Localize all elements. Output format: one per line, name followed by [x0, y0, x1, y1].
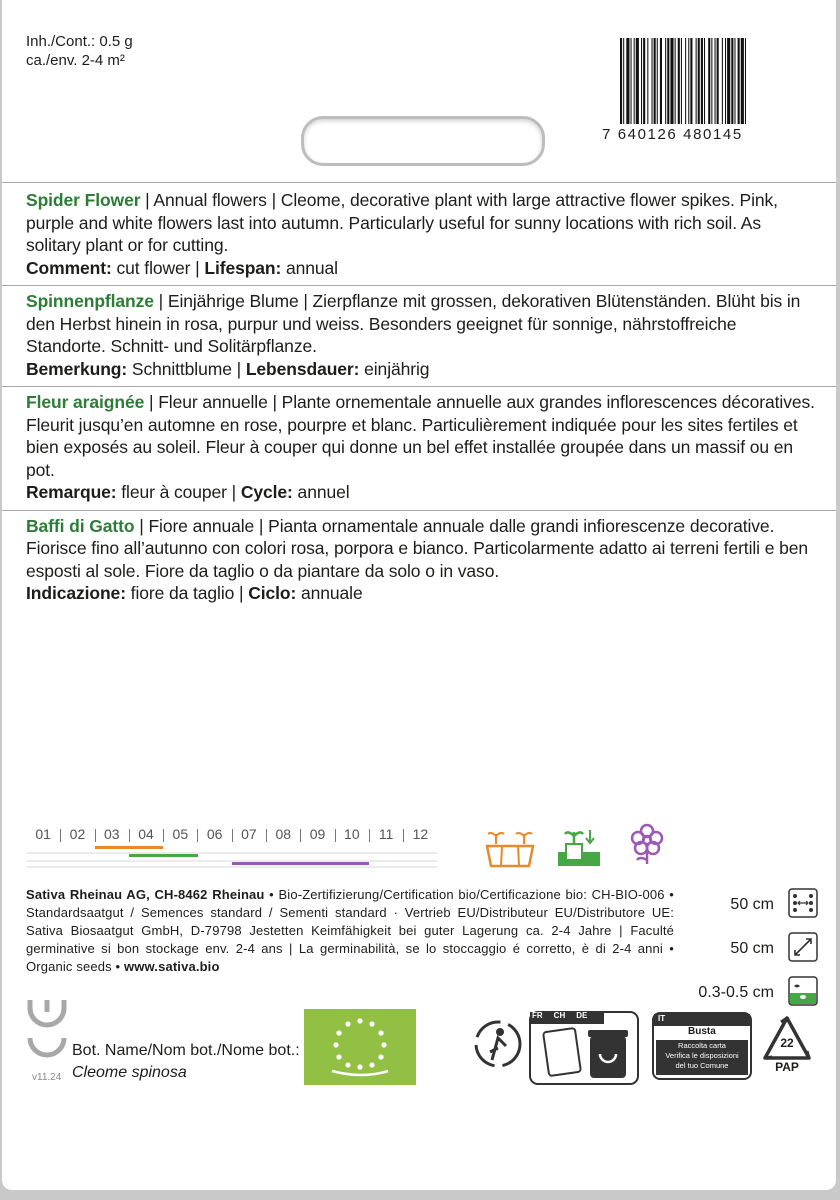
it-line: Raccolta carta — [678, 1041, 726, 1050]
meta-value: cut flower | — [111, 257, 205, 278]
it-material-title: Busta — [688, 1026, 716, 1037]
plant-description: | Einjährige Blume | Zierpflanze mit grossen, dekorativen Blütenständen. Blüht bis in den Herbst hinein in rosa, purpur und weiss. Besonders geeignet für sonnige, nährstoffreiche Standorte. Schnitt- und Solitärpflanze. — [26, 291, 801, 356]
sativa-logo-icon — [26, 998, 68, 1060]
planting-out-bar — [129, 854, 198, 857]
month-label: 03 — [95, 826, 129, 842]
website-link[interactable]: www.sativa.bio — [124, 959, 220, 974]
barcode-bar — [634, 38, 635, 124]
it-disposal-note — [656, 1040, 748, 1075]
height-value: 50 cm — [730, 940, 774, 957]
country-code: CH — [553, 1011, 566, 1020]
barcode-bar — [698, 38, 700, 124]
seed-tray-icon — [484, 826, 536, 868]
eu-leaf-icon — [304, 1009, 416, 1085]
eu-star — [378, 1054, 383, 1059]
plant-name: Spinnenpflanze — [26, 291, 154, 311]
seed-packet-back — [2, 0, 836, 1190]
pap-label: PAP — [775, 1060, 799, 1074]
meta-key: Indicazione: — [26, 583, 126, 603]
barcode-bar — [636, 38, 639, 124]
barcode-bar — [643, 38, 645, 124]
hanger-hole — [301, 116, 545, 166]
barcode-bar — [711, 38, 712, 124]
eu-star — [357, 1064, 362, 1069]
eu-star — [336, 1030, 341, 1035]
meta-value: annual — [281, 257, 338, 278]
meta-key: Ciclo: — [248, 583, 297, 603]
meta-value: Schnittblume | — [127, 358, 246, 379]
eu-star — [369, 1021, 374, 1026]
certification-text: • Bio-Zertifizierung/Certification bio/Certificazione bio: CH-BIO-006 • Standardsaatgut / Semences standard / Sementi standard · Vertrieb EU/Distributeur EU/Distributore UE: Sativa Biosaatgut GmbH, D-79798 Jestetten Keimfähigkeit bei guter Lagerung ca. 2-4 Jahre | Faculté germinative si bon stockage env. 2-4 ans | La germinabilità, se lo stoccaggio é corretto, è di 2-4 anni • Organic seeds • — [26, 887, 674, 974]
barcode-bar — [667, 38, 669, 124]
section-it — [2, 511, 836, 611]
sowing-depth-icon — [788, 976, 818, 1006]
month-label: 05 — [163, 826, 197, 842]
barcode-bar — [690, 38, 692, 124]
barcode-digits: 7 640126 480145 — [602, 126, 743, 143]
it-country-code: IT — [658, 1014, 666, 1023]
description-sections — [2, 182, 836, 611]
section-de — [2, 286, 836, 387]
section-fr — [2, 387, 836, 511]
meta-key: Remarque: — [26, 482, 117, 502]
meta-value: annuale — [296, 583, 363, 603]
spacing-icon — [788, 888, 818, 918]
section-en — [2, 182, 836, 286]
month-label: 09 — [300, 826, 334, 842]
barcode-bar — [665, 38, 666, 124]
month-label: 04 — [129, 826, 163, 842]
content-area: ca./env. 2-4 m² — [26, 52, 125, 69]
meta-key: Comment: — [26, 257, 112, 278]
company-name: Sativa Rheinau AG, CH-8462 Rheinau — [26, 887, 265, 902]
eu-star — [378, 1030, 383, 1035]
planting-out-icon — [556, 826, 602, 868]
depth-value: 0.3-0.5 cm — [698, 984, 774, 1001]
meta-key: Cycle: — [240, 482, 293, 502]
barcode-bar — [681, 38, 682, 124]
content-weight: Inh./Cont.: 0.5 g — [26, 33, 133, 50]
barcode-bar — [745, 38, 746, 124]
barcode-bar — [734, 38, 735, 124]
version-label: v11.24 — [32, 1072, 62, 1083]
barcode-bar — [708, 38, 710, 124]
barcode-bar — [631, 38, 632, 124]
eu-star — [357, 1018, 362, 1023]
sorting-info-box — [528, 1010, 640, 1086]
month-label: 08 — [266, 826, 300, 842]
triman-recycling-icon — [472, 1018, 524, 1070]
meta-key: Lifespan: — [204, 257, 282, 278]
eu-star — [345, 1021, 350, 1026]
pap-number: 22 — [780, 1036, 794, 1050]
it-line: Verifica le disposizioni — [665, 1051, 739, 1060]
barcode-bar — [620, 38, 622, 124]
meta-value: fiore da taglio | — [125, 583, 249, 603]
barcode-bar — [722, 38, 723, 124]
month-label: 01 — [35, 826, 51, 842]
country-code: FR — [532, 1011, 543, 1020]
barcode-bar — [626, 38, 629, 124]
content-info — [26, 32, 133, 70]
botanical-name-label: Bot. Name/Nom bot./Nome bot.: — [72, 1042, 300, 1059]
eu-star — [369, 1062, 374, 1067]
spacing-value: 50 cm — [730, 896, 774, 913]
it-line: del tuo Comune — [675, 1061, 729, 1070]
barcode-bar — [715, 38, 716, 124]
barcode — [620, 38, 817, 124]
eu-star — [345, 1062, 350, 1067]
barcode-bar — [738, 38, 740, 124]
calendar-gridline — [26, 866, 438, 868]
botanical-name-value: Cleome spinosa — [72, 1064, 187, 1081]
month-label: 06 — [197, 826, 231, 842]
plant-description: | Fleur annuelle | Plante ornementale annuelle aux grandes inflorescences décoratives. Fleurit jusqu’en automne en rose, pourpre et blanc. Particulièrement indiquée pour les sites fertiles et bien exposés au soleil. Fleur à couper qui donne un bel effet installée groupée dans un massif ou en pot. — [26, 392, 815, 480]
meta-key: Lebensdauer: — [245, 358, 360, 379]
meta-value: einjährig — [359, 358, 430, 379]
plant-name: Fleur araignée — [26, 392, 145, 412]
barcode-bar — [678, 38, 680, 124]
eu-star — [336, 1054, 341, 1059]
barcode-bar — [657, 38, 658, 124]
calendar-gridline — [26, 852, 438, 854]
italian-disposal-box — [652, 1012, 752, 1080]
meta-key: Bemerkung: — [26, 358, 128, 379]
flowering-bar — [232, 862, 369, 865]
plant-description: | Fiore annuale | Pianta ornamentale annuale dalle grandi infiorescenze decorative. Fiorisce fino all’autunno con colori rosa, porpora e bianco. Particolarmente adatto ai terreni fertili e ben esposti al sole. Fiore da taglio o da piantare da solo o in vaso. — [26, 515, 808, 581]
month-label: 07 — [232, 826, 266, 842]
month-label: 11 — [369, 826, 403, 842]
barcode-bar — [670, 38, 673, 124]
barcode-bar — [704, 38, 705, 124]
plant-name: Spider Flower — [26, 190, 141, 210]
barcode-bar — [647, 38, 648, 124]
plant-description: | Annual flowers | Cleome, decorative plant with large attractive flower spikes. Pink, purple and white flowers last into autumn. Particularly useful for sunny locations with rich soil. As solitary plant or for cutting. — [26, 190, 778, 255]
barcode-bar — [741, 38, 744, 124]
barcode-bar — [731, 38, 733, 124]
eu-organic-logo — [304, 1009, 416, 1085]
barcode-bar — [688, 38, 689, 124]
barcode-bar — [717, 38, 719, 124]
flower-icon — [626, 822, 668, 866]
barcode-bar — [685, 38, 686, 124]
meta-value: fleur à couper | — [116, 482, 241, 502]
month-labels — [26, 826, 438, 842]
month-label: 12 — [403, 826, 437, 842]
barcode-bar — [660, 38, 662, 124]
barcode-bar — [652, 38, 653, 124]
month-label: 02 — [60, 826, 94, 842]
height-icon — [788, 932, 818, 962]
country-codes — [532, 1011, 587, 1020]
plant-name: Baffi di Gatto — [26, 515, 135, 536]
barcode-bar — [696, 38, 697, 124]
growing-calendar — [26, 826, 438, 866]
sowing-indoor-bar — [95, 846, 164, 849]
barcode-bar — [641, 38, 642, 124]
eu-star — [333, 1042, 338, 1047]
barcode-bar — [725, 38, 726, 124]
meta-value: annuel — [292, 482, 350, 502]
barcode-bar — [623, 38, 624, 124]
company-info — [26, 886, 674, 976]
eu-star — [381, 1042, 386, 1047]
barcode-bar — [654, 38, 656, 124]
barcode-bar — [675, 38, 676, 124]
country-code: DE — [576, 1011, 588, 1020]
barcode-bar — [701, 38, 703, 124]
barcode-bar — [727, 38, 730, 124]
month-label: 10 — [335, 826, 369, 842]
